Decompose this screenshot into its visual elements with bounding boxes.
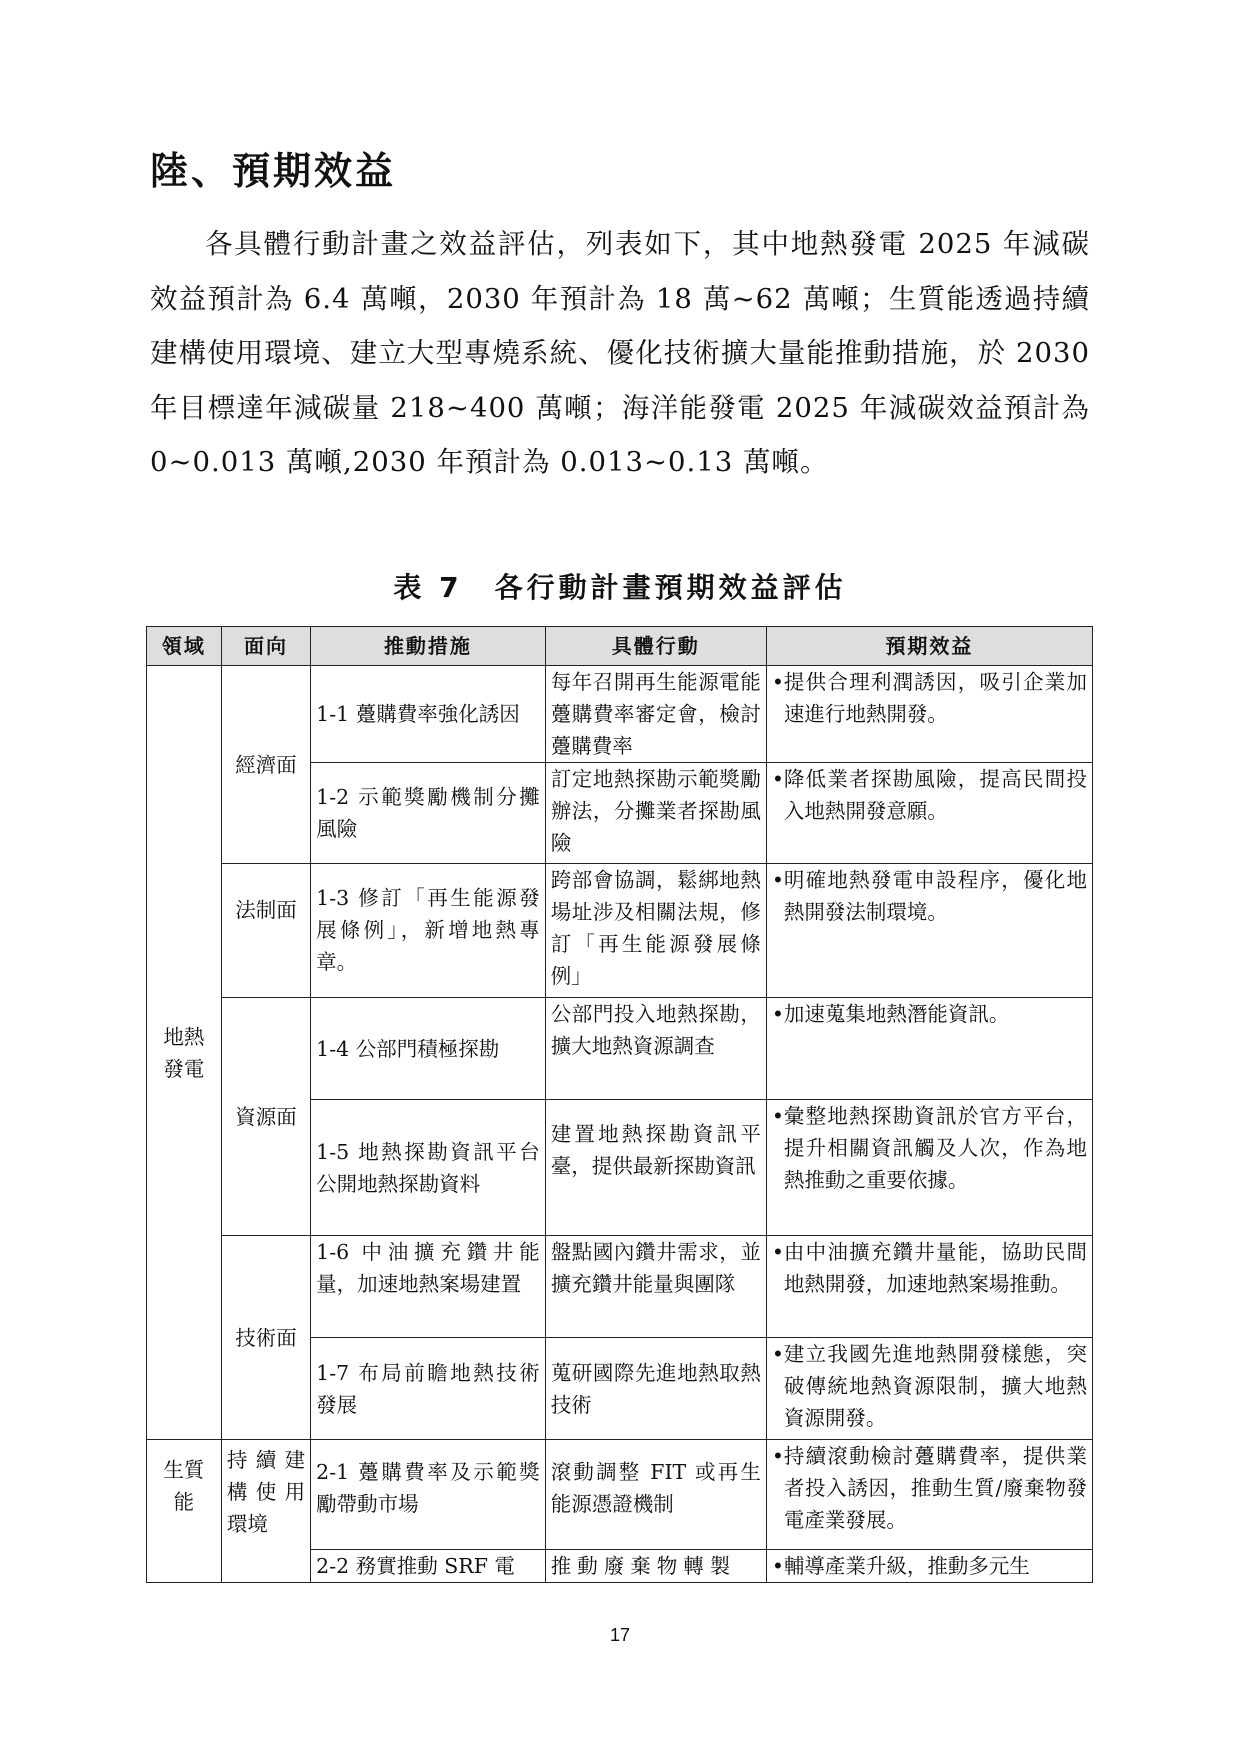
table-row: [147, 998, 1093, 1100]
benefit-cell: • 提供合理利潤誘因，吸引企業加速進行地熱開發。: [766, 666, 1092, 763]
page-number: 17: [609, 1625, 631, 1645]
benefit-cell: • 明確地熱發電申設程序，優化地熱開發法制環境。: [766, 864, 1092, 998]
header-aspect: 面向: [221, 627, 310, 666]
table-row: [147, 1236, 1093, 1338]
action-cell: 盤點國內鑽井需求，並擴充鑽井能量與團隊: [545, 1236, 766, 1338]
benefit-cell: • 降低業者探勘風險，提高民間投入地熱開發意願。: [766, 763, 1092, 864]
action-cell: 滾動調整 FIT 或再生能源憑證機制: [545, 1440, 766, 1550]
measure-cell: 1-1 躉購費率強化誘因: [311, 666, 546, 763]
measure-cell: 1-2 示範獎勵機制分攤風險: [311, 763, 546, 864]
benefit-cell: • 加速蒐集地熱潛能資訊。: [766, 998, 1092, 1100]
header-measure: 推動措施: [311, 627, 546, 666]
measure-cell: 1-4 公部門積極探勘: [311, 998, 546, 1100]
action-cell: 訂定地熱探勘示範獎勵辦法，分攤業者探勘風險: [545, 763, 766, 864]
action-cell: 跨部會協調，鬆綁地熱場址涉及相關法規，修訂「再生能源發展條例」: [545, 864, 766, 998]
benefit-cell: • 由中油擴充鑽井量能，協助民間地熱開發，加速地熱案場推動。: [766, 1236, 1092, 1338]
table-row: [147, 1440, 1093, 1550]
header-action: 具體行動: [545, 627, 766, 666]
action-cell: 建置地熱探勘資訊平臺，提供最新探勘資訊: [545, 1100, 766, 1236]
measure-cell: 1-3 修訂「再生能源發展條例」，新增地熱專章。: [311, 864, 546, 998]
action-cell: 公部門投入地熱探勘，擴大地熱資源調查: [545, 998, 766, 1100]
table-row: [147, 864, 1093, 998]
action-cell: 推動廢棄物轉製: [545, 1550, 766, 1583]
benefit-table: [146, 626, 1093, 1583]
intro-paragraph: 各具體行動計畫之效益評估，列表如下，其中地熱發電 2025 年減碳效益預計為 6.4 萬噸，2030 年預計為 18 萬~62 萬噸；生質能透過持續建構使用環境、建立大型專燒系統、優化技術擴大量能推動措施，於 2030 年目標達年減碳量 218~400 萬噸；海洋能發電 2025 年減碳效益預計為 0~0.013 萬噸,2030 年預計為 0.013~0.13 萬噸。: [150, 228, 1090, 478]
section-heading: 陸、預期效益: [150, 149, 397, 193]
table-row: [147, 666, 1093, 763]
aspect-cell-technical: 技術面: [221, 1236, 310, 1440]
table-caption: 表 7 各行動計畫預期效益評估: [393, 571, 847, 604]
table-header-row: [147, 627, 1093, 666]
aspect-cell-resource: 資源面: [221, 998, 310, 1236]
aspect-cell-legal: 法制面: [221, 864, 310, 998]
measure-cell: 1-7 布局前瞻地熱技術發展: [311, 1338, 546, 1440]
aspect-cell-economic: 經濟面: [221, 666, 310, 864]
measure-cell: 2-1 躉購費率及示範獎勵帶動市場: [311, 1440, 546, 1550]
aspect-cell-environment: 持續建構使用環境: [221, 1440, 310, 1583]
benefit-cell: • 彙整地熱探勘資訊於官方平台，提升相關資訊觸及人次，作為地熱推動之重要依據。: [766, 1100, 1092, 1236]
domain-cell-biomass: 生質能: [147, 1440, 222, 1583]
benefit-cell: • 持續滾動檢討躉購費率，提供業者投入誘因，推動生質/廢棄物發電產業發展。: [766, 1440, 1092, 1550]
domain-cell-geothermal: 地熱發電: [147, 666, 222, 1440]
action-cell: 蒐研國際先進地熱取熱技術: [545, 1338, 766, 1440]
header-benefit: 預期效益: [766, 627, 1092, 666]
measure-cell: 1-6 中油擴充鑽井能量，加速地熱案場建置: [311, 1236, 546, 1338]
benefit-cell: • 建立我國先進地熱開發樣態，突破傳統地熱資源限制，擴大地熱資源開發。: [766, 1338, 1092, 1440]
action-cell: 每年召開再生能源電能躉購費率審定會，檢討躉購費率: [545, 666, 766, 763]
benefit-cell: • 輔導產業升級，推動多元生: [766, 1550, 1092, 1583]
header-domain: 領域: [147, 627, 222, 666]
measure-cell: 2-2 務實推動 SRF 電: [311, 1550, 546, 1583]
measure-cell: 1-5 地熱探勘資訊平台公開地熱探勘資料: [311, 1100, 546, 1236]
